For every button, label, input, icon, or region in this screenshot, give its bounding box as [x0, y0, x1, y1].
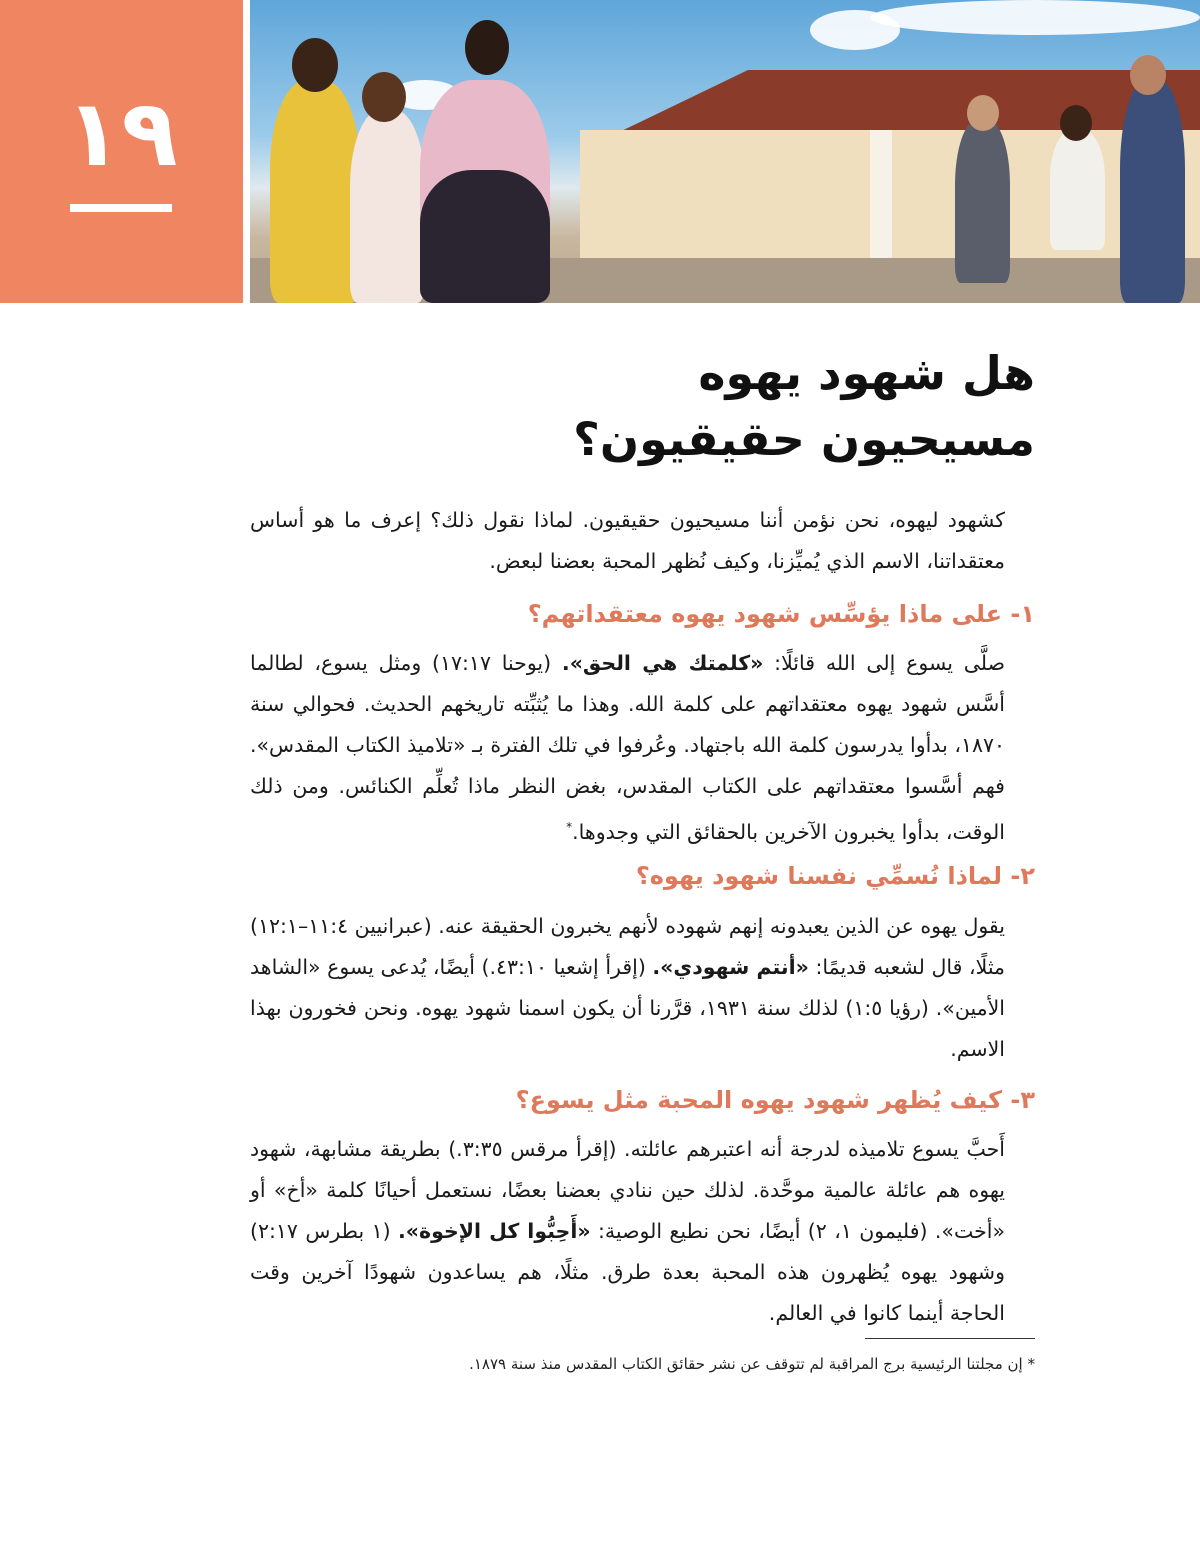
section-paragraph-1 — [250, 643, 1005, 853]
lesson-number-underline — [70, 204, 172, 212]
lesson-number-box — [0, 0, 243, 303]
text: (١ بطرس ٢:١٧) وشهود يهوه يُظهرون هذه المحبة بعدة طرق. مثلًا، هم يساعدون شهودًا آخرين وقت الحاجة أينما كانوا في العالم. — [250, 1219, 1005, 1325]
intro-paragraph: كشهود ليهوه، نحن نؤمن أننا مسيحيون حقيقيون. لماذا نقول ذلك؟ إعرف ما هو أساس معتقداتنا، الاسم الذي يُميِّزنا، وكيف نُظهر المحبة بعضنا لبعض. — [250, 508, 1005, 573]
bold-quote: «أَحِبُّوا كل الإخوة». — [398, 1219, 591, 1243]
lesson-number: ١٩ — [65, 80, 178, 187]
text: صلَّى يسوع إلى الله قائلًا: — [763, 651, 1005, 675]
section-heading-1: ١- على ماذا يؤسِّس شهود يهوه معتقداتهم؟ — [527, 600, 1035, 628]
header-photo — [250, 0, 1200, 303]
bold-quote: «كلمتك هي الحق». — [561, 651, 764, 675]
section-heading-2: ٢- لماذا نُسمِّي نفسنا شهود يهوه؟ — [635, 862, 1035, 890]
title-line-2: مسيحيون حقيقيون؟ — [573, 412, 1035, 466]
text: يقول يهوه عن الذين يعبدونه إنهم شهوده لأنهم يخبرون الحقيقة عنه. (عبرانيين ١١:٤–١٢:١) مثلًا، قال لشعبه قديمًا: — [250, 914, 1005, 979]
footnote-divider — [865, 1338, 1035, 1339]
text: أَحبَّ يسوع تلاميذه لدرجة أنه اعتبرهم عائلته. (إقرأ مرقس ٣:٣٥.) بطريقة مشابهة، شهود يهوه هم عائلة عالمية موحَّدة. لذلك حين ننادي بعضنا بعضًا، نستعمل أحيانًا كلمة «أخ» أو «أخت». (فليمون ١، ٢) أيضًا، نحن نطيع الوصية: — [250, 1137, 1005, 1243]
section-paragraph-2 — [250, 906, 1005, 1070]
footnote-marker[interactable]: * — [566, 820, 573, 834]
text: (يوحنا ١٧:١٧) ومثل يسوع، لطالما أسَّس شهود يهوه معتقداتهم على كلمة الله. وهذا ما يُثبِّته تاريخهم الحديث. فحوالي سنة ١٨٧٠، بدأوا يدرسون كلمة الله باجتهاد. وعُرفوا في تلك الفترة بـ «تلاميذ الكتاب المقدس». فهم أسَّسوا معتقداتهم على الكتاب المقدس، بغض النظر ماذا تُعلِّم الكنائس. ومن ذلك الوقت، بدأوا يخبرون الآخرين بالحقائق التي وجدوها. — [250, 651, 1005, 844]
section-heading-3: ٣- كيف يُظهر شهود يهوه المحبة مثل يسوع؟ — [515, 1086, 1035, 1114]
text: (إقرأ إشعيا ٤٣:١٠.) أيضًا، يُدعى يسوع «الشاهد الأمين». (رؤيا ١:٥) لذلك سنة ١٩٣١، قرَّرنا أن يكون اسمنا شهود يهوه. ونحن فخورون بهذا الاسم. — [250, 955, 1005, 1061]
page-title — [573, 340, 1035, 472]
bold-quote: «أنتم شهودي». — [652, 955, 809, 979]
title-line-1: هل شهود يهوه — [698, 346, 1035, 400]
footnote: * إن مجلتنا الرئيسية برج المراقبة لم تتوقف عن نشر حقائق الكتاب المقدس منذ سنة ١٨٧٩. — [469, 1355, 1035, 1373]
section-paragraph-3 — [250, 1129, 1005, 1334]
